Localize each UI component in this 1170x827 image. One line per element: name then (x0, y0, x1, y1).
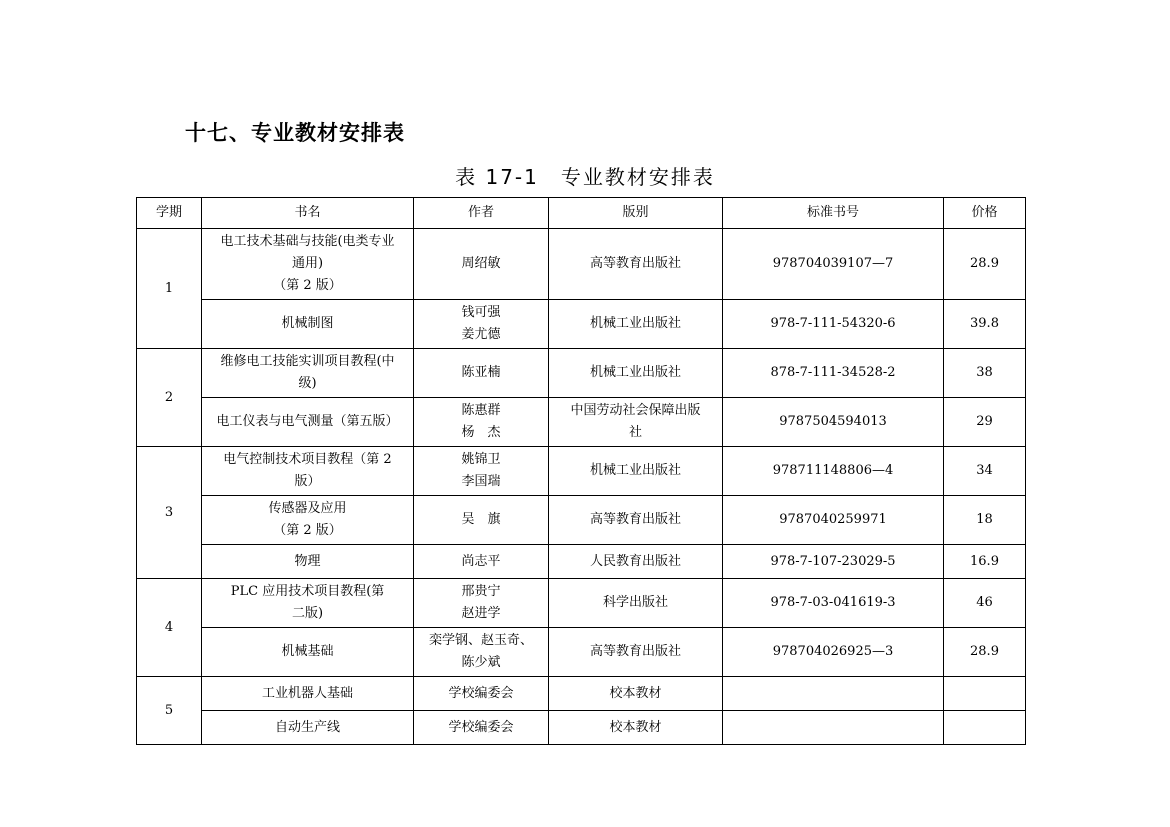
price-cell: 28.9 (944, 229, 1026, 300)
price-cell (944, 711, 1026, 745)
table-row (137, 628, 1026, 677)
isbn-cell: 978711148806—4 (723, 447, 944, 496)
price-cell: 39.8 (944, 300, 1026, 349)
author-cell: 周绍敏 (414, 229, 549, 300)
table-row (137, 579, 1026, 628)
publisher-cell: 机械工业出版社 (549, 349, 723, 398)
book-title-cell: 自动生产线 (202, 711, 414, 745)
term-cell: 5 (137, 677, 202, 745)
table-row (137, 229, 1026, 300)
author-cell: 吴 旗 (414, 496, 549, 545)
term-cell: 1 (137, 229, 202, 349)
column-header-author: 作者 (414, 198, 549, 229)
book-title-cell: 传感器及应用 （第 2 版） (202, 496, 414, 545)
book-title-cell: 维修电工技能实训项目教程(中 级) (202, 349, 414, 398)
isbn-cell: 978-7-107-23029-5 (723, 545, 944, 579)
table-row (137, 496, 1026, 545)
publisher-cell: 校本教材 (549, 677, 723, 711)
column-header-title: 书名 (202, 198, 414, 229)
column-header-price: 价格 (944, 198, 1026, 229)
publisher-cell: 高等教育出版社 (549, 496, 723, 545)
column-header-publisher: 版别 (549, 198, 723, 229)
term-cell: 2 (137, 349, 202, 447)
publisher-cell: 校本教材 (549, 711, 723, 745)
table-row (137, 300, 1026, 349)
price-cell: 29 (944, 398, 1026, 447)
author-cell: 邢贵宁 赵进学 (414, 579, 549, 628)
book-title-cell: 电工仪表与电气测量（第五版） (202, 398, 414, 447)
publisher-cell: 科学出版社 (549, 579, 723, 628)
author-cell: 陈亚楠 (414, 349, 549, 398)
isbn-cell: 978-7-03-041619-3 (723, 579, 944, 628)
author-cell: 钱可强 姜尤德 (414, 300, 549, 349)
book-title-cell: 机械基础 (202, 628, 414, 677)
section-heading: 十七、专业教材安排表 (185, 121, 405, 145)
price-cell (944, 677, 1026, 711)
table-header-row (137, 198, 1026, 229)
price-cell: 18 (944, 496, 1026, 545)
term-cell: 3 (137, 447, 202, 579)
publisher-cell: 机械工业出版社 (549, 300, 723, 349)
publisher-cell: 人民教育出版社 (549, 545, 723, 579)
isbn-cell (723, 711, 944, 745)
isbn-cell: 978704039107—7 (723, 229, 944, 300)
price-cell: 46 (944, 579, 1026, 628)
book-title-cell: 机械制图 (202, 300, 414, 349)
table-row (137, 398, 1026, 447)
book-title-cell: PLC 应用技术项目教程(第 二版) (202, 579, 414, 628)
term-cell: 4 (137, 579, 202, 677)
isbn-cell (723, 677, 944, 711)
price-cell: 28.9 (944, 628, 1026, 677)
price-cell: 38 (944, 349, 1026, 398)
book-title-cell: 物理 (202, 545, 414, 579)
book-title-cell: 电工技术基础与技能(电类专业 通用) （第 2 版） (202, 229, 414, 300)
table-caption: 表 17-1 专业教材安排表 (455, 165, 715, 189)
isbn-cell: 978704026925—3 (723, 628, 944, 677)
publisher-cell: 高等教育出版社 (549, 628, 723, 677)
author-cell: 栾学钢、赵玉奇、 陈少斌 (414, 628, 549, 677)
book-title-cell: 电气控制技术项目教程（第 2 版） (202, 447, 414, 496)
isbn-cell: 9787504594013 (723, 398, 944, 447)
author-cell: 姚锦卫 李国瑞 (414, 447, 549, 496)
table-row (137, 711, 1026, 745)
author-cell: 学校编委会 (414, 711, 549, 745)
author-cell: 陈惠群 杨 杰 (414, 398, 549, 447)
column-header-isbn: 标准书号 (723, 198, 944, 229)
isbn-cell: 9787040259971 (723, 496, 944, 545)
column-header-term: 学期 (137, 198, 202, 229)
table-row (137, 447, 1026, 496)
price-cell: 16.9 (944, 545, 1026, 579)
table-row (137, 545, 1026, 579)
table-row (137, 677, 1026, 711)
isbn-cell: 878-7-111-34528-2 (723, 349, 944, 398)
book-title-cell: 工业机器人基础 (202, 677, 414, 711)
textbook-table (136, 197, 1026, 745)
price-cell: 34 (944, 447, 1026, 496)
publisher-cell: 高等教育出版社 (549, 229, 723, 300)
author-cell: 学校编委会 (414, 677, 549, 711)
publisher-cell: 中国劳动社会保障出版 社 (549, 398, 723, 447)
table-row (137, 349, 1026, 398)
isbn-cell: 978-7-111-54320-6 (723, 300, 944, 349)
author-cell: 尚志平 (414, 545, 549, 579)
publisher-cell: 机械工业出版社 (549, 447, 723, 496)
